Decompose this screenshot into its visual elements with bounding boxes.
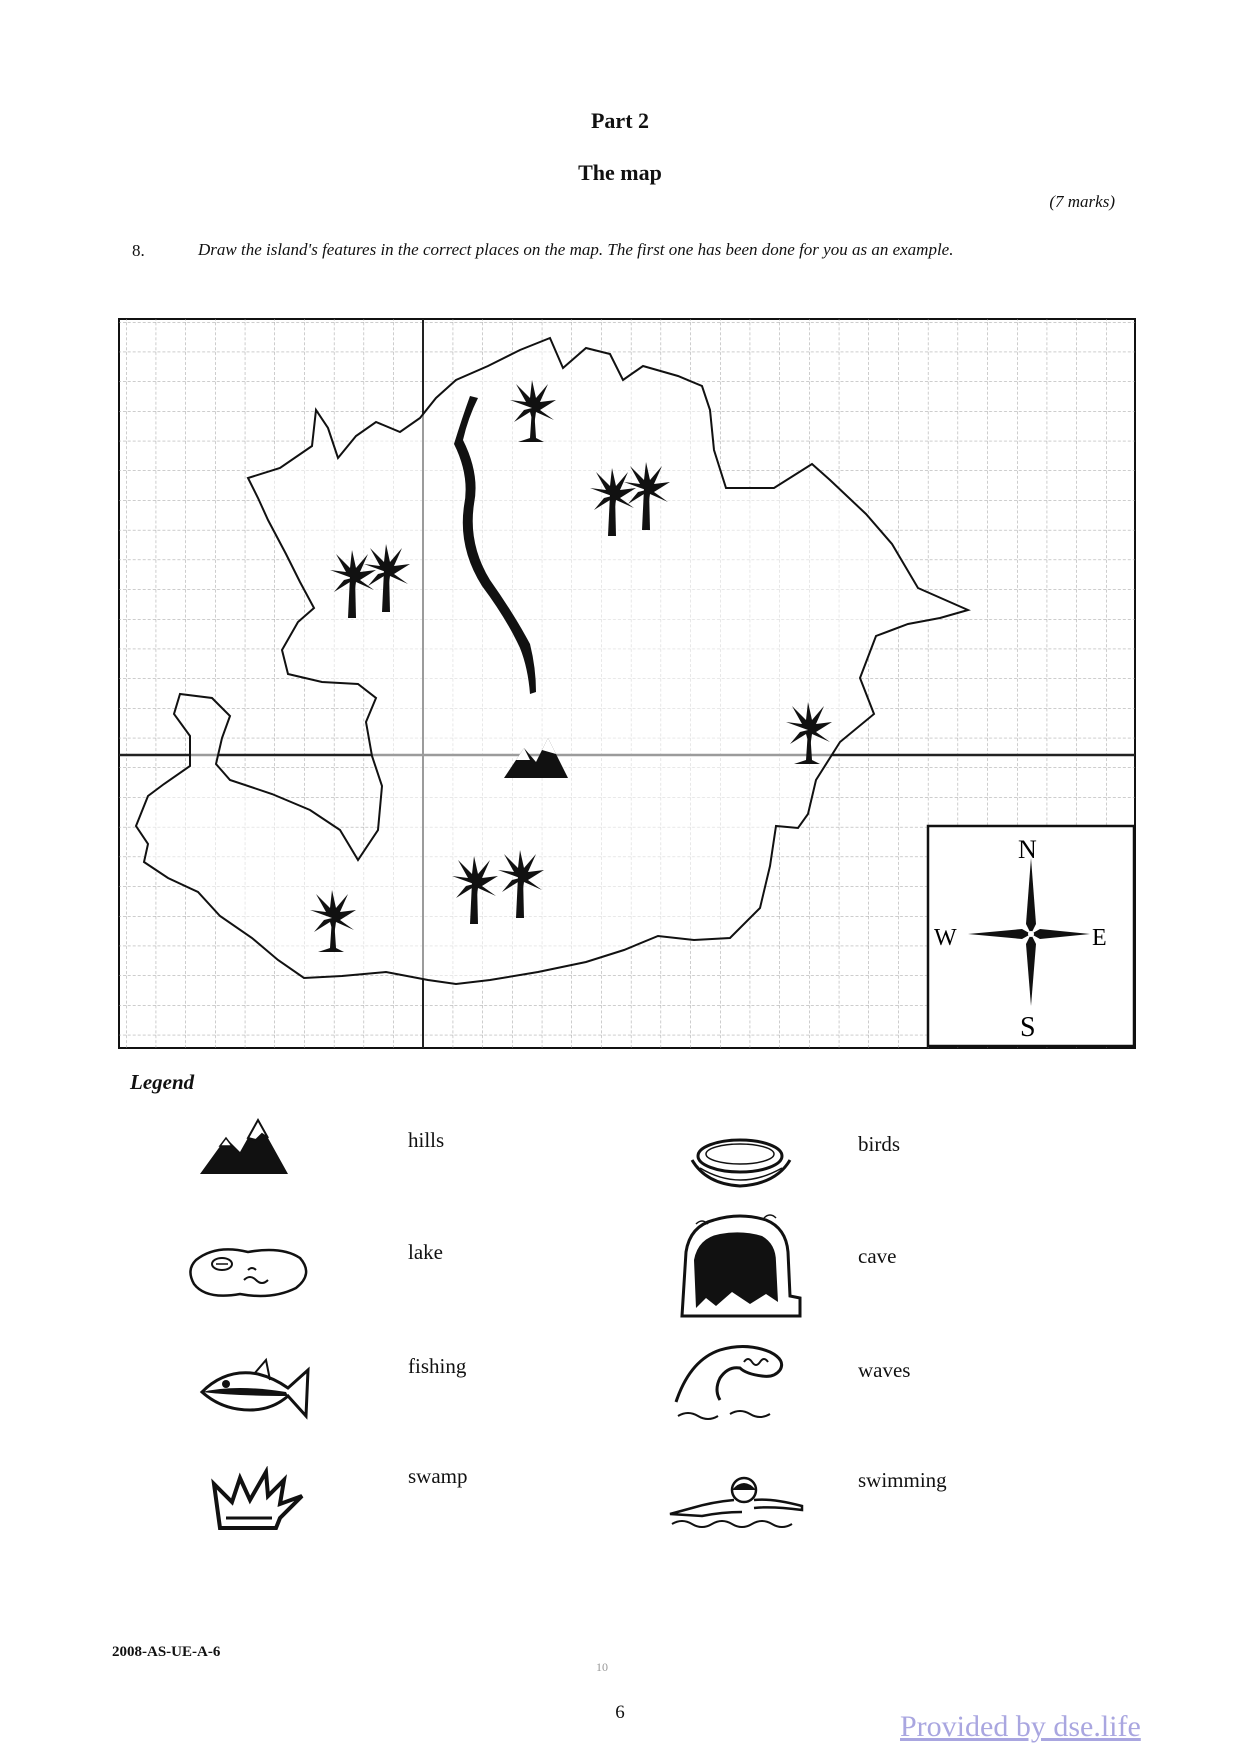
compass-east: E	[1092, 925, 1107, 951]
birds-nest-icon	[686, 1130, 796, 1194]
watermark-link[interactable]: Provided by dse.life	[900, 1710, 1141, 1743]
cave-icon	[676, 1212, 804, 1322]
legend-label-lake: lake	[408, 1240, 443, 1264]
question-number: 8.	[132, 241, 145, 260]
legend-label-birds: birds	[858, 1132, 900, 1156]
legend-label-fishing: fishing	[408, 1354, 467, 1378]
compass-rose	[928, 826, 1134, 1046]
marks-label: (7 marks)	[1049, 192, 1115, 211]
section-title: The map	[578, 160, 662, 185]
legend-label-waves: waves	[858, 1358, 911, 1382]
swamp-icon	[206, 1466, 316, 1536]
page-number: 6	[615, 1702, 625, 1723]
fish-icon	[196, 1354, 316, 1424]
lake-icon	[186, 1240, 316, 1304]
legend-label-swamp: swamp	[408, 1464, 468, 1488]
legend-label-hills: hills	[408, 1128, 445, 1152]
question-text: Draw the island's features in the correct places on the map. The first one has been done for you as an example.	[198, 240, 954, 259]
compass-south: S	[1020, 1012, 1036, 1043]
compass-north: N	[1018, 835, 1037, 864]
hills-icon	[196, 1114, 292, 1178]
swimmer-icon	[662, 1472, 812, 1536]
legend-label-cave: cave	[858, 1244, 897, 1268]
part-title: Part 2	[590, 108, 650, 133]
legend-label-swimming: swimming	[858, 1468, 947, 1492]
document-code: 2008-AS-UE-A-6	[112, 1644, 221, 1660]
legend-title: Legend	[130, 1070, 195, 1094]
stray-page-mark: 10	[596, 1660, 608, 1674]
compass-west: W	[934, 925, 957, 951]
waves-icon	[670, 1338, 800, 1428]
island-map	[118, 318, 1138, 1050]
